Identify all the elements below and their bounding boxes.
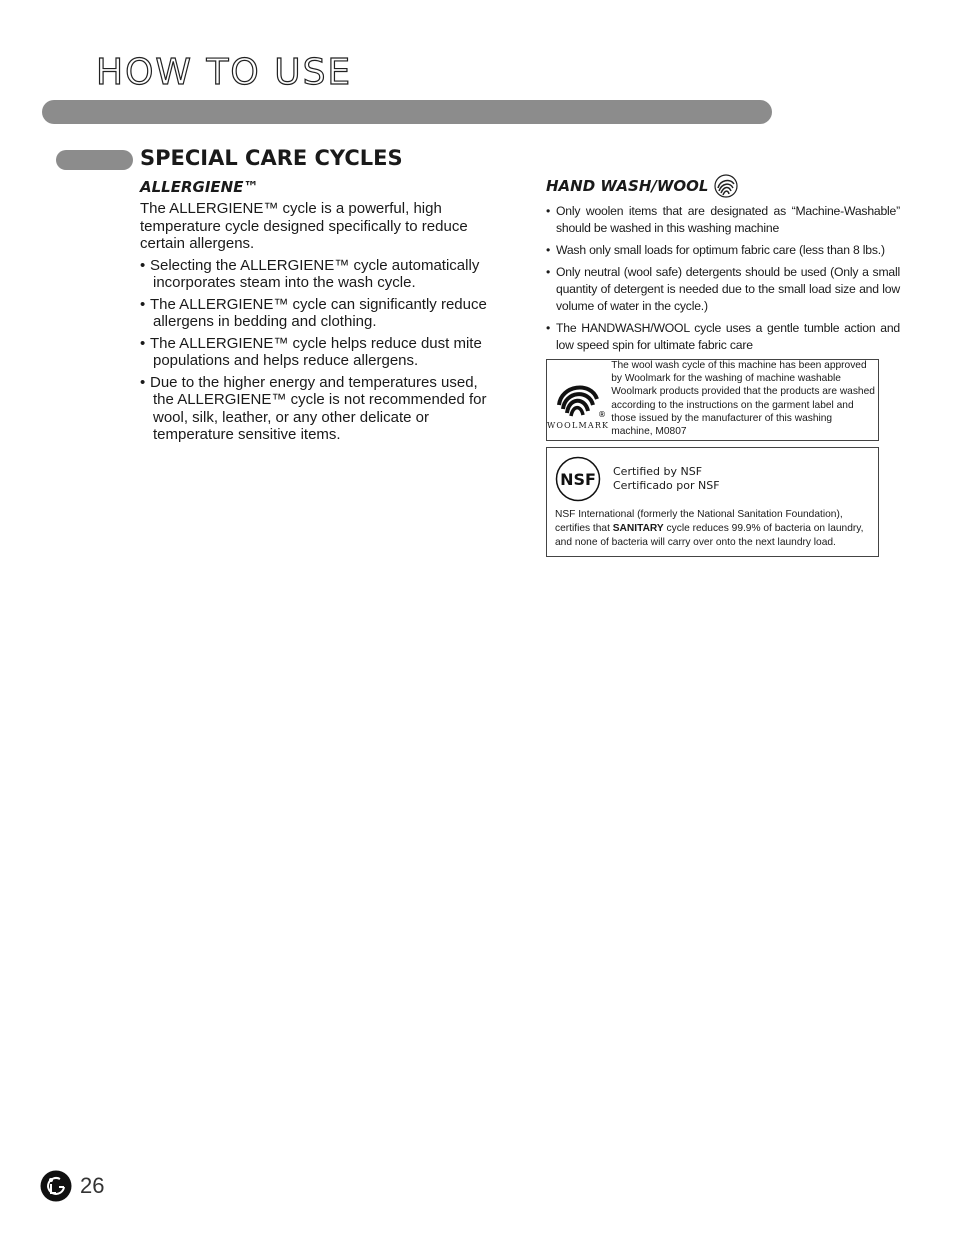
allergiene-title: ALLERGIENE™ — [140, 178, 259, 196]
list-item: • Wash only small loads for optimum fabric care (less than 8 lbs.) — [546, 243, 885, 257]
allergiene-list — [140, 257, 492, 444]
allergiene-section — [140, 178, 492, 448]
nsf-cert-es: Certificado por NSF — [613, 479, 720, 492]
list-item: • The ALLERGIENE™ cycle can significantly reduce allergens in bedding and clothing. — [140, 295, 487, 330]
page-number: 26 — [80, 1173, 105, 1198]
list-item: • Only woolen items that are designated as “Machine-Washable” should be washed in this washing machine — [546, 204, 900, 235]
handwash-section — [546, 174, 900, 557]
nsf-box — [546, 447, 879, 557]
woolmark-icon — [551, 375, 605, 419]
list-item: • Due to the higher energy and temperatures used, the ALLERGIENE™ cycle is not recommended for wool, silk, leather, or any other delicate or temperature sensitive items. — [140, 373, 487, 443]
footer — [40, 1170, 104, 1202]
nsf-cert-en: Certified by NSF — [613, 465, 703, 478]
section-pill — [56, 150, 133, 170]
woolmark-logo — [547, 360, 609, 440]
woolmark-box — [546, 359, 879, 441]
nsf-cert — [613, 465, 720, 493]
list-item: • The HANDWASH/WOOL cycle uses a gentle tumble action and low speed spin for ultimate fabric care — [546, 321, 900, 352]
page-header: HOW TO USE — [96, 52, 353, 93]
list-item: • Only neutral (wool safe) detergents should be used (Only a small quantity of detergent is needed due to the small load size and low volume of water in the cycle.) — [546, 265, 900, 313]
woolmark-word: WOOLMARK — [547, 420, 610, 430]
nsf-logo-text: NSF — [560, 470, 596, 489]
nsf-logo-icon — [555, 456, 601, 502]
header-bar — [42, 100, 772, 124]
registered-mark: ® — [598, 409, 607, 419]
lg-logo-icon — [40, 1170, 72, 1202]
list-item: • Selecting the ALLERGIENE™ cycle automatically incorporates steam into the wash cycle. — [140, 256, 480, 291]
handwash-title: HAND WASH/WOOL — [546, 174, 900, 198]
woolmark-text: The wool wash cycle of this machine has been approved by Woolmark for the washing of machine washable Woolmark products provided that the products are washed according to the instructions on the garment label and those issued by the manufacturer of this washing machine, M0807 — [611, 360, 875, 438]
list-item: • The ALLERGIENE™ cycle helps reduce dust mite populations and helps reduce allergens. — [140, 334, 482, 369]
wool-ball-icon — [714, 174, 738, 198]
section-title: SPECIAL CARE CYCLES — [140, 146, 403, 170]
allergiene-intro: The ALLERGIENE™ cycle is a powerful, high temperature cycle designed specifically to reduce certain allergens. — [140, 200, 468, 252]
handwash-list — [546, 203, 900, 354]
nsf-header — [555, 456, 870, 502]
nsf-body: NSF International (formerly the National Sanitation Foundation), certifies that SANITARY cycle reduces 99.9% of bacteria on laundry, and none of bacteria will carry over onto the next laundry load. — [555, 509, 864, 548]
